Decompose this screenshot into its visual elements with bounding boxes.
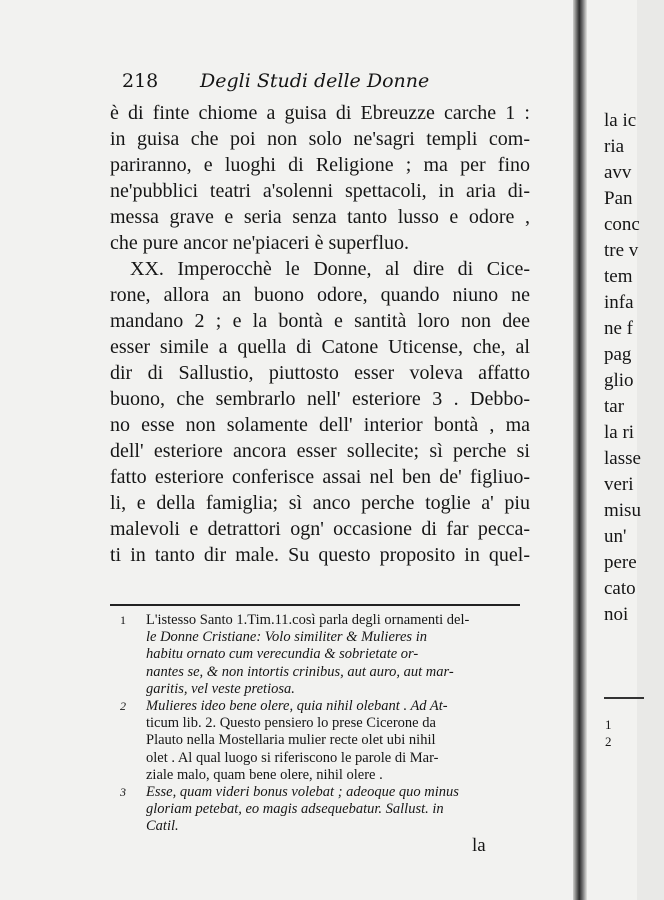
- footnote-text: nantes se, & non intortis crinibus, aut auro, aut mar-: [146, 663, 454, 680]
- text-fragment: ria: [604, 136, 625, 157]
- footnote-text: Mulieres ideo bene olere, quia nihil olebant . Ad At-: [146, 697, 448, 714]
- text-fragment: ne f: [604, 318, 634, 339]
- text-fragment: pere: [604, 552, 637, 573]
- footnote-1: [110, 612, 522, 629]
- text-line: buono, che sembrarlo nell' esteriore 3 . Debbo-: [110, 388, 530, 410]
- text-line: mandano 2 ; e la bontà e santità loro non dee: [110, 310, 530, 332]
- text-line: messa grave e seria senza tanto lusso e odore ,: [110, 206, 530, 228]
- footnote-text: habitu ornato cum verecundia & sobrietate or-: [146, 646, 419, 663]
- footnote-mark: 3: [120, 784, 126, 799]
- text-fragment: la ri: [604, 422, 635, 443]
- text-line: fatto esteriore conferisce assai nel ben de' figliuo-: [110, 466, 530, 488]
- footnote-mark: 1: [120, 613, 126, 627]
- text-fragment: cato: [604, 578, 636, 599]
- right-footnote-marks: [605, 716, 612, 750]
- text-fragment: Pan: [604, 188, 633, 209]
- text-fragment: noi: [604, 604, 629, 625]
- text-line: dir di Sallustio, piuttosto esser voleva affatto: [110, 362, 530, 384]
- right-footnote-rule: [604, 697, 644, 699]
- text-fragment: tre v: [604, 240, 639, 261]
- body-text: [110, 100, 530, 568]
- text-line: in guisa che poi non solo ne'sagri templi com-: [110, 128, 530, 150]
- footnote-text: Plauto nella Mostellaria mulier recte olet ubi nihil: [146, 732, 436, 749]
- footnote-text: ziale malo, quam bene olere, nihil olere .: [146, 766, 383, 783]
- footnote-2: [110, 698, 522, 715]
- text-line: è di finte chiome a guisa di Ebreuzze carche 1 :: [110, 102, 530, 124]
- text-line: che pure ancor ne'piaceri è superfluo.: [110, 232, 410, 254]
- text-fragment: infa: [604, 292, 634, 313]
- text-line: dell' esteriore ancora esser sollecite; sì perche si: [110, 440, 530, 462]
- text-line: ti in tanto dir male. Su questo proposito in quel-: [110, 544, 530, 566]
- text-fragment: avv: [604, 162, 632, 183]
- footnote-text: ticum lib. 2. Questo pensiero lo prese Cicerone da: [146, 715, 436, 732]
- footnote-mark: 1: [605, 717, 612, 732]
- text-line: malevoli e detrattori ogn' occasione di far pecca-: [110, 518, 530, 540]
- running-title: Degli Studi delle Donne: [200, 70, 430, 92]
- text-line: li, e della famiglia; sì anco perche toglie a' piu: [110, 492, 530, 514]
- page-number: 218: [122, 70, 159, 92]
- footnote-mark: 2: [605, 734, 612, 749]
- footnote-text: olet . Al qual luogo si riferiscono le parole di Mar-: [146, 749, 439, 766]
- footnote-text: garitis, vel veste pretiosa.: [146, 680, 295, 697]
- footnote-mark: 2: [120, 698, 126, 713]
- text-line: esser simile a quella di Catone Uticense, che, al: [110, 336, 530, 358]
- text-fragment: la ic: [604, 110, 637, 131]
- footnote-text: gloriam petebat, eo magis adsequebatur. Sallust. in: [146, 801, 444, 818]
- book-gutter: [573, 0, 587, 900]
- text-line: rone, allora an buono odore, quando niuno ne: [110, 284, 530, 306]
- paragraph-start: XX. Imperocchè le Donne, al dire di Cice-: [130, 258, 530, 280]
- text-fragment: conc: [604, 214, 640, 235]
- text-fragment: veri: [604, 474, 634, 495]
- text-line: ne'pubblici teatri a'solenni spettacoli, in aria di-: [110, 180, 530, 202]
- text-fragment: tem: [604, 266, 633, 287]
- footnote-rule: [110, 604, 520, 606]
- text-fragment: misu: [604, 500, 641, 521]
- right-page-text: [604, 108, 664, 628]
- text-line: no esse non solamente dell' interior bontà , ma: [110, 414, 530, 436]
- footnote-text: L'istesso Santo 1.Tim.11.così parla degli ornamenti del-: [146, 612, 470, 628]
- right-page: [587, 0, 641, 900]
- footnote-text: Esse, quam videri bonus volebat ; adeoque quo minus: [146, 783, 459, 800]
- footnotes: [110, 612, 522, 835]
- text-fragment: un': [604, 526, 627, 547]
- footnote-3: [110, 784, 522, 801]
- text-fragment: pag: [604, 344, 632, 365]
- text-fragment: glio: [604, 370, 634, 391]
- text-fragment: lasse: [604, 448, 641, 469]
- footnote-text: le Donne Cristiane: Volo similiter & Mulieres in: [146, 629, 427, 646]
- footnote-text: Catil.: [146, 818, 179, 835]
- page-header: [122, 70, 452, 98]
- text-fragment: tar: [604, 396, 625, 417]
- catchword: la: [472, 835, 486, 856]
- text-line: pariranno, e luoghi di Religione ; ma per fino: [110, 154, 530, 176]
